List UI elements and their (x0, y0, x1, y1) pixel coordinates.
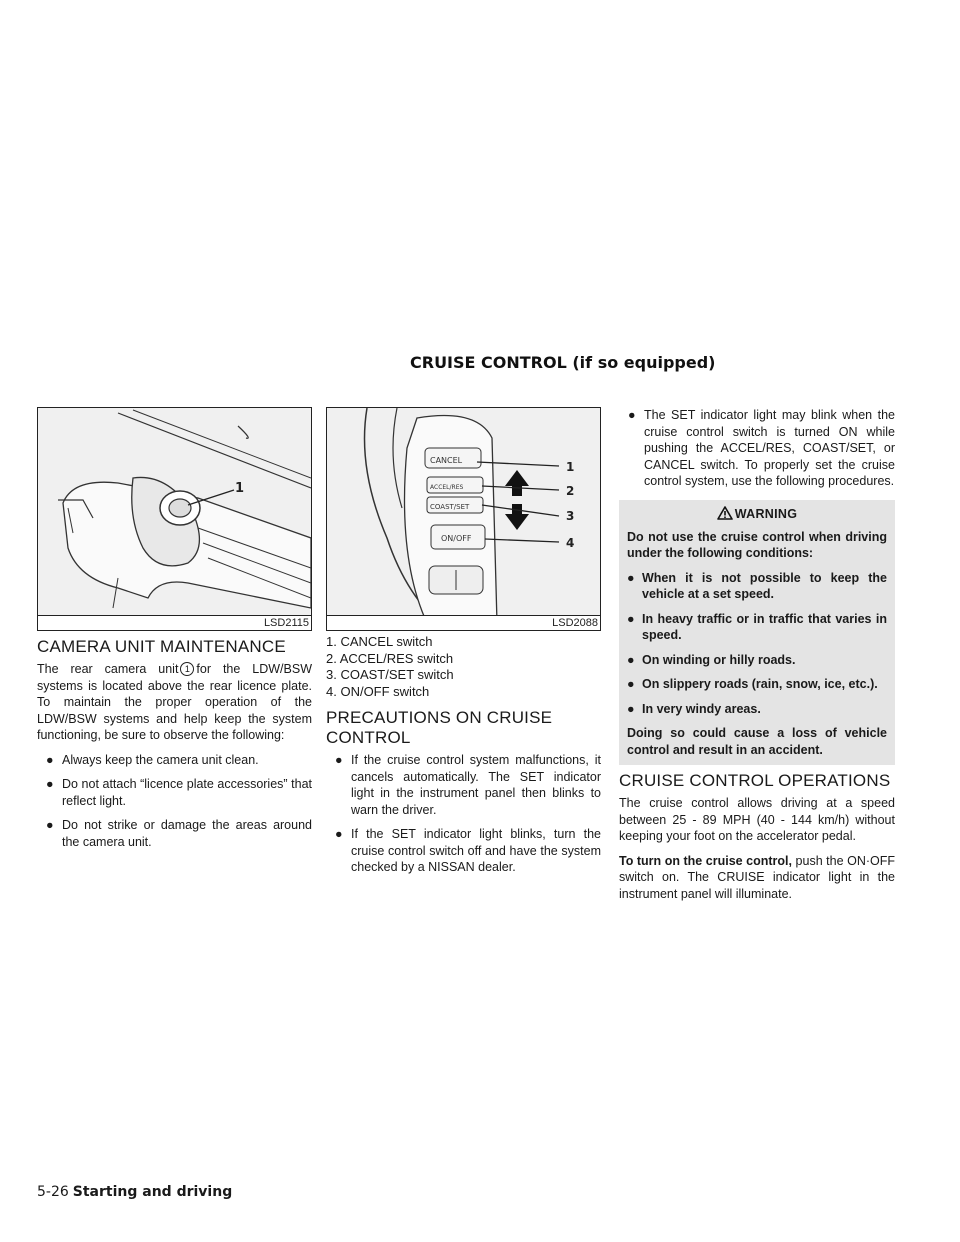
precautions-list (326, 752, 601, 876)
coast-set-label: COAST/SET (430, 503, 470, 511)
switch-callout-4: 4 (566, 536, 575, 550)
camera-maintenance-heading: CAMERA UNIT MAINTENANCE (37, 637, 286, 656)
list-item: ● In heavy traffic or in traffic that varies in speed. (627, 611, 887, 642)
section-title: CRUISE CONTROL (if so equipped) (410, 353, 716, 372)
list-item: ● Do not attach “licence plate accessories” that reflect light. (46, 777, 312, 808)
page-number: 5-26 (37, 1184, 69, 1200)
warning-icon (717, 506, 733, 520)
operations-heading: CRUISE CONTROL OPERATIONS (619, 771, 891, 790)
operations-para-2: To turn on the cruise control, push the ON·OFF switch on. The CRUISE indicator light in the instrument panel will illuminate. (619, 853, 896, 901)
page-footer (37, 1183, 232, 1200)
chapter-title: Starting and driving (72, 1184, 233, 1200)
camera-callout-1: 1 (235, 481, 245, 496)
camera-maintenance-list (37, 752, 312, 851)
precautions-heading: PRECAUTIONS ON CRUISE CONTROL (326, 708, 553, 747)
list-item: ● In very windy areas. (627, 701, 761, 716)
column-operations (619, 407, 895, 910)
on-off-label: ON/OFF (441, 534, 472, 543)
switch-callout-3: 3 (566, 509, 575, 523)
warning-outro: Doing so could cause a loss of vehicle control and result in an accident. (627, 726, 887, 757)
camera-figure-code: LSD2115 (263, 617, 309, 629)
warning-box (619, 500, 895, 766)
warning-heading: WARNING (627, 506, 887, 521)
list-item: ● When it is not possible to keep the vehicle at a set speed. (627, 570, 887, 601)
list-item: ● If the SET indicator light blinks, turn the cruise control switch off and have the system checked by a NISSAN dealer. (335, 827, 601, 874)
switch-figure-code: LSD2088 (552, 617, 598, 629)
list-item: ● Always keep the camera unit clean. (46, 752, 259, 767)
column-camera (37, 407, 312, 858)
switch-legend-list (326, 634, 601, 700)
steering-switch-illustration (327, 408, 600, 630)
cancel-label: CANCEL (430, 456, 463, 465)
switch-callout-1: 1 (566, 460, 575, 474)
list-item: ● Do not strike or damage the areas around the camera unit. (46, 818, 312, 849)
list-item: ● On winding or hilly roads. (627, 652, 796, 667)
list-item: 1. CANCEL switch (326, 634, 433, 649)
list-item: ● If the cruise control system malfunctions, it cancels automatically. The SET indicator light in the instrument panel then blinks to warn the driver. (335, 753, 601, 817)
camera-figure (37, 407, 312, 631)
operations-para-1: The cruise control allows driving at a speed between 25 - 89 MPH (40 - 144 km/h) without keeping your foot on the accelerator pedal. (619, 796, 895, 843)
switch-callout-2: 2 (566, 484, 575, 498)
steering-switch-figure (326, 407, 601, 631)
accel-res-label: ACCEL/RES (430, 484, 464, 491)
precautions-list-continued (619, 407, 895, 490)
warning-intro: Do not use the cruise control when driving under the following conditions: (627, 529, 887, 560)
warning-list (627, 570, 887, 718)
list-item: 3. COAST/SET switch (326, 667, 454, 682)
list-item: ● The SET indicator light may blink when the cruise control switch is turned ON while pushing the ACCEL/RES, COAST/SET, or CANCEL switch. To properly set the cruise control system, use the following procedures. (628, 408, 895, 488)
column-precautions (326, 407, 601, 884)
ref-circle-1: 1 (180, 662, 194, 676)
camera-illustration (38, 408, 311, 630)
list-item: 4. ON/OFF switch (326, 683, 430, 699)
list-item: ● On slippery roads (rain, snow, ice, etc.). (627, 677, 878, 691)
camera-maintenance-intro: The rear camera unit 1 for the LDW/BSW systems is located above the rear licence plate. To maintain the proper operation of the LDW/BSW systems and help keep the system functioning, be sure to observe the following: (37, 662, 312, 742)
list-item: 2. ACCEL/RES switch (326, 650, 454, 666)
